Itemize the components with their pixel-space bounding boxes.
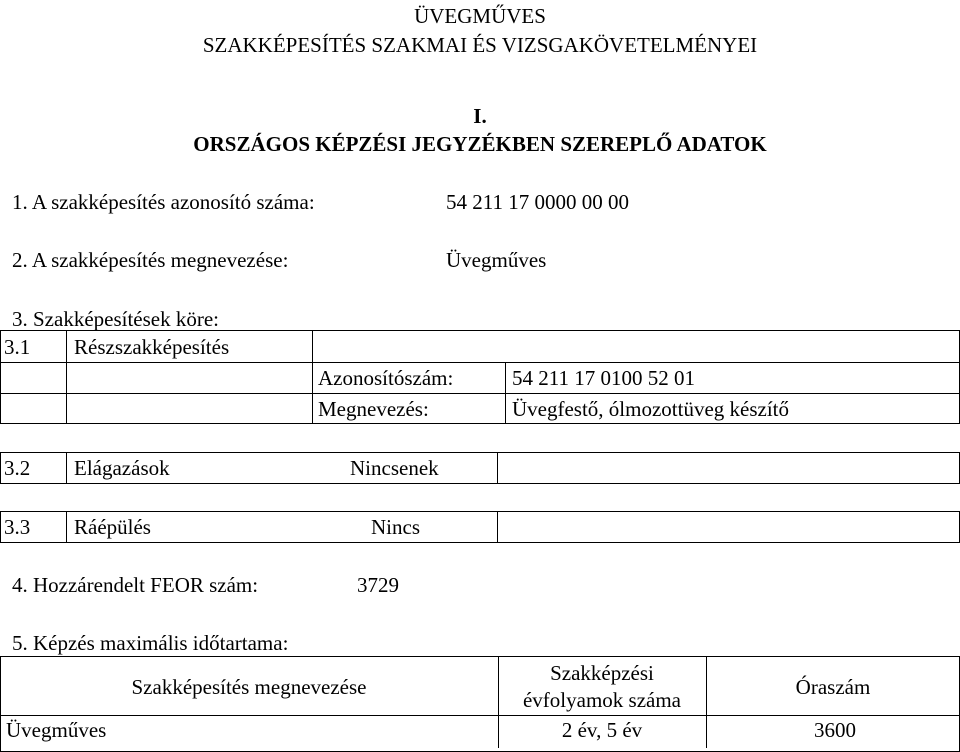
col-years-line2: évfolyamok száma: [522, 688, 682, 712]
extension-label: Ráépülés: [74, 515, 151, 539]
name-label: 2. A szakképesítés megnevezése:: [12, 248, 289, 272]
partial-name-label: Megnevezés:: [318, 397, 429, 421]
col-hours: Óraszám: [795, 675, 871, 699]
duration-label: 5. Képzés maximális időtartama:: [12, 631, 289, 655]
branches-num: 3.2: [4, 456, 31, 480]
branches-col-divider-2: [497, 452, 498, 484]
extension-num: 3.3: [4, 515, 31, 539]
name-value: Üvegműves: [446, 248, 547, 272]
id-value: 54 211 17 0000 00 00: [446, 190, 629, 214]
partial-id-label: Azonosítószám:: [318, 366, 454, 390]
doc-subtitle: SZAKKÉPESÍTÉS SZAKMAI ÉS VIZSGAKÖVETELMÉNYEI: [202, 33, 758, 57]
partial-col-divider-1: [66, 330, 67, 424]
partial-label: Részszakképesítés: [74, 335, 230, 359]
partial-col-divider-3: [505, 362, 506, 424]
feor-value: 3729: [357, 573, 399, 597]
partial-row-divider-1: [0, 362, 960, 363]
extension-col-divider-2: [497, 511, 498, 543]
extension-col-divider-1: [66, 511, 67, 543]
branches-value: Nincsenek: [350, 456, 439, 480]
row-qualification-name: Üvegműves: [6, 718, 107, 742]
partial-name-value: Üvegfestő, ólmozottüveg készítő: [512, 397, 790, 421]
partial-row-divider-2: [0, 393, 960, 394]
doc-title: ÜVEGMŰVES: [414, 4, 546, 28]
feor-label: 4. Hozzárendelt FEOR szám:: [12, 573, 259, 597]
partial-id-value: 54 211 17 0100 52 01: [512, 366, 695, 390]
duration-header-divider: [0, 715, 960, 716]
row-hours: 3600: [814, 718, 856, 742]
branches-label: Elágazások: [74, 456, 170, 480]
partial-num: 3.1: [4, 335, 31, 359]
branches-col-divider-1: [66, 452, 67, 484]
col-qualification-name: Szakképesítés megnevezése: [131, 675, 367, 699]
extension-value: Nincs: [371, 515, 420, 539]
scope-label: 3. Szakképesítések köre:: [12, 307, 220, 331]
section-title: ORSZÁGOS KÉPZÉSI JEGYZÉKBEN SZEREPLŐ ADATOK: [193, 132, 767, 156]
partial-col-divider-2: [312, 330, 313, 424]
row-years: 2 év, 5 év: [561, 718, 643, 742]
col-years-line1: Szakképzési: [550, 661, 654, 685]
id-label: 1. A szakképesítés azonosító száma:: [12, 190, 315, 214]
section-number: I.: [473, 104, 487, 128]
